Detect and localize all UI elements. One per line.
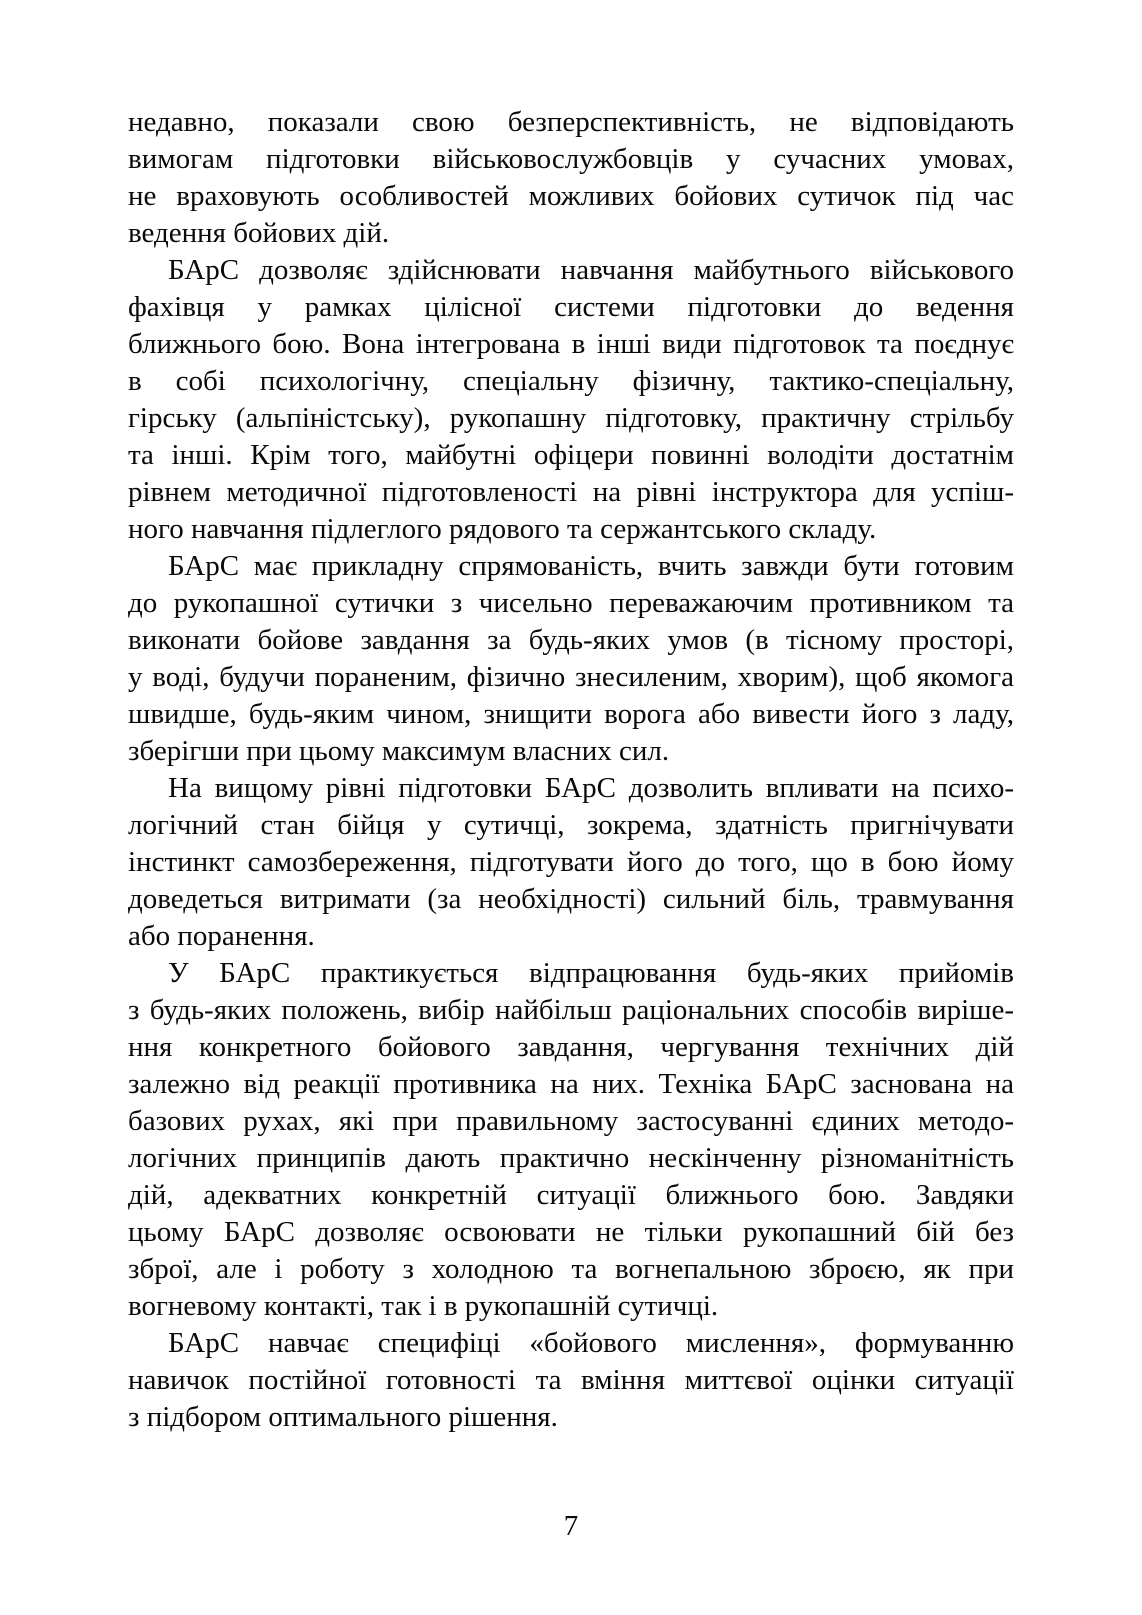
text-line: ння конкретного бойового завдання, чергування технічних дій: [128, 1031, 1014, 1063]
text-line: залежно від реакції противника на них. Техніка БАрС заснована на: [128, 1068, 1014, 1100]
text-line: БАрС навчає специфіці «бойового мислення», формуванню: [168, 1327, 1014, 1359]
text-line: та інші. Крім того, майбутні офіцери повинні володіти достатнім: [128, 439, 1014, 471]
text-line: цьому БАрС дозволяє освоювати не тільки рукопашний бій без: [128, 1216, 1014, 1248]
paragraph: [128, 955, 1014, 1325]
paragraph: [128, 1325, 1014, 1436]
text-line: рівнем методичної підготовленості на рівні інструктора для успіш-: [128, 476, 1014, 508]
text-line: БАрС має прикладну спрямованість, вчить завжди бути готовим: [168, 550, 1014, 582]
text-line: дій, адекватних конкретній ситуації ближнього бою. Завдяки: [128, 1179, 1014, 1211]
paragraph: [128, 104, 1014, 252]
text-line: швидше, будь-яким чином, знищити ворога або вивести його з ладу,: [128, 698, 1014, 730]
text-line: БАрС дозволяє здійснювати навчання майбутнього військового: [168, 254, 1014, 286]
text-line: логічний стан бійця у сутичці, зокрема, здатність пригнічувати: [128, 809, 1014, 841]
text-line: зброї, але і роботу з холодною та вогнепальною зброєю, як при: [128, 1253, 1014, 1285]
text-block: [128, 104, 1014, 1436]
text-line: фахівця у рамках цілісної системи підготовки до ведення: [128, 291, 1014, 323]
text-line: доведеться витримати (за необхідності) сильний біль, травмування: [128, 883, 1014, 915]
paragraph: [128, 548, 1014, 770]
text-line: до рукопашної сутички з чисельно переважаючим противником та: [128, 587, 1014, 619]
text-line: вимогам підготовки військовослужбовців у сучасних умовах,: [128, 143, 1014, 175]
text-line: недавно, показали свою безперспективність, не відповідають: [128, 106, 1014, 138]
text-line: базових рухах, які при правильному застосуванні єдиних методо-: [128, 1105, 1014, 1137]
text-line: в собі психологічну, спеціальну фізичну, тактико-спеціальну,: [128, 365, 1014, 397]
text-line: ближнього бою. Вона інтегрована в інші види підготовок та поєднує: [128, 328, 1014, 360]
text-line: виконати бойове завдання за будь-яких умов (в тісному просторі,: [128, 624, 1014, 656]
text-line: навичок постійної готовності та вміння миттєвої оцінки ситуації: [128, 1364, 1014, 1396]
paragraph: [128, 770, 1014, 955]
text-line: логічних принципів дають практично нескінченну різноманітність: [128, 1142, 1014, 1174]
text-line: зберігши при цьому максимум власних сил.: [128, 735, 670, 767]
paragraph: [128, 252, 1014, 548]
text-line: з будь-яких положень, вибір найбільш раціональних способів виріше-: [128, 994, 1014, 1026]
page-number: 7: [563, 1510, 579, 1542]
text-line: з підбором оптимального рішення.: [128, 1401, 558, 1433]
text-line: гірську (альпіністську), рукопашну підготовку, практичну стрільбу: [128, 402, 1014, 434]
text-line: у воді, будучи пораненим, фізично знесиленим, хворим), щоб якомога: [128, 661, 1014, 693]
text-line: або поранення.: [128, 920, 315, 952]
text-line: У БАрС практикується відпрацювання будь-яких прийомів: [168, 957, 1014, 989]
text-line: На вищому рівні підготовки БАрС дозволить впливати на психо-: [168, 772, 1014, 804]
text-line: інстинкт самозбереження, підготувати його до того, що в бою йому: [128, 846, 1014, 878]
text-line: не враховують особливостей можливих бойових сутичок під час: [128, 180, 1014, 212]
text-line: ного навчання підлеглого рядового та сержантського складу.: [128, 513, 877, 545]
text-line: ведення бойових дій.: [128, 217, 390, 249]
text-line: вогневому контакті, так і в рукопашній сутичці.: [128, 1290, 719, 1322]
